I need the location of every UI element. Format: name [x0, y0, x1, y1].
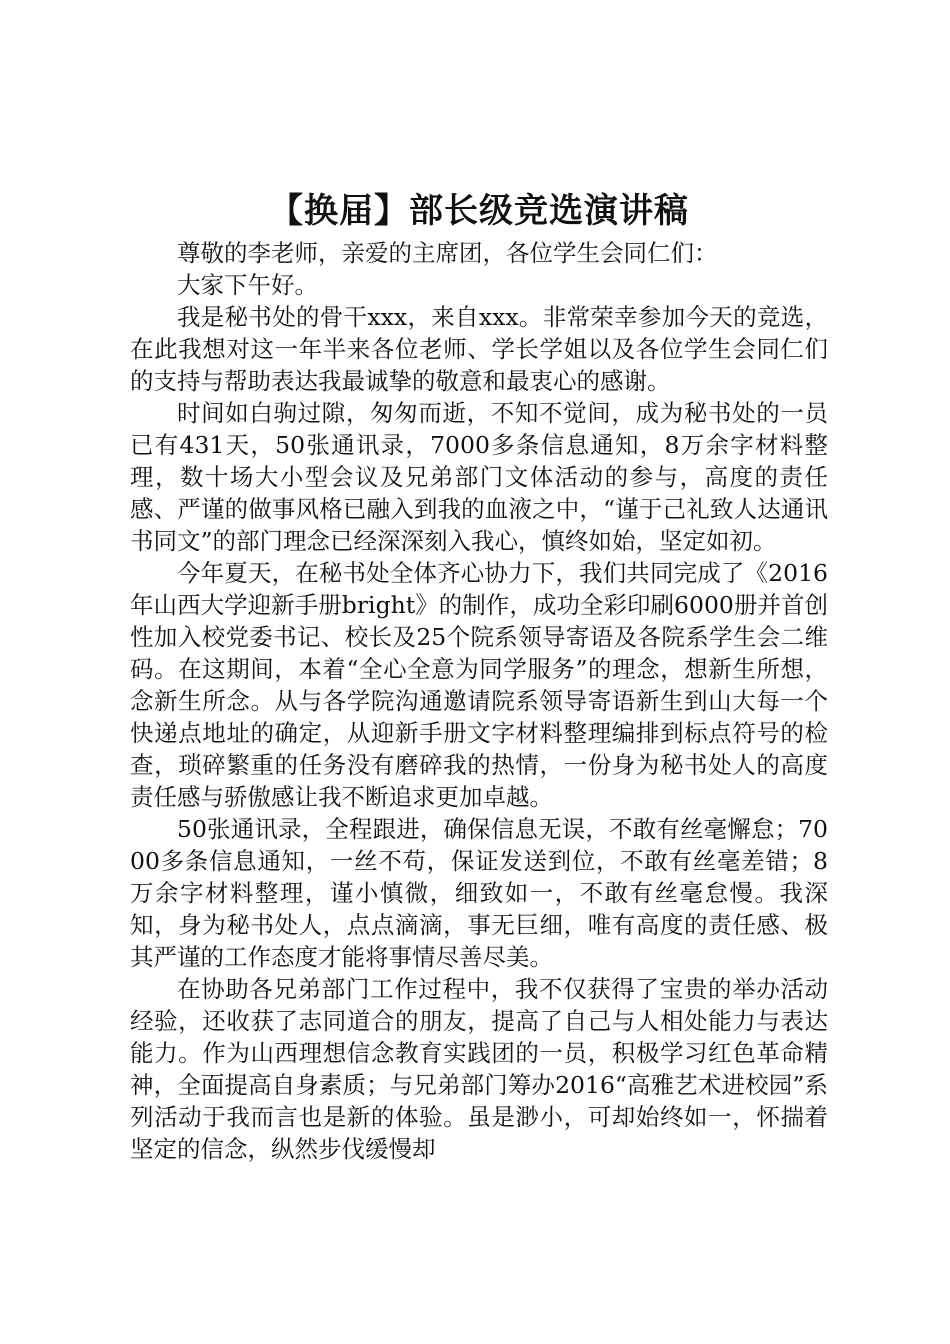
intro-paragraph: 我是秘书处的骨干xxx，来自xxx。非常荣幸参加今天的竞选，在此我想对这一年半来各位老师、学长学姐以及各位学生会同仁们的支持与帮助表达我最诚挚的敬意和最衷心的感谢。 [130, 303, 828, 395]
collaboration-paragraph: 在协助各兄弟部门工作过程中，我不仅获得了宝贵的举办活动经验，还收获了志同道合的朋友，提高了自己与人相处能力与表达能力。作为山西理想信念教育实践团的一员，积极学习红色革命精神，全面提高自身素质；与兄弟部门筹办2016“高雅艺术进校园”系列活动于我而言也是新的体验。虽是渺小，可却始终如一，怀揣着坚定的信念，纵然步伐缓慢却 [130, 975, 828, 1163]
greeting-paragraph: 尊敬的李老师，亲爱的主席团，各位学生会同仁们： [177, 239, 718, 267]
document-page [130, 185, 828, 1165]
experience-paragraph: 时间如白驹过隙，匆匆而逝，不知不觉间，成为秘书处的一员已有431天，50张通讯录，7000多条信息通知，8万余字材料整理，数十场大小型会议及兄弟部门文体活动的参与，高度的责任感、严谨的做事风格已融入到我的血液之中，“谨于己礼致人达通讯书同文”的部门理念已经深深刻入我心，慎终如始，坚定如初。 [130, 399, 828, 555]
diligence-paragraph: 50张通讯录，全程跟进，确保信息无误，不敢有丝毫懈怠；7000多条信息通知，一丝不苟，保证发送到位，不敢有丝毫差错；8万余字材料整理，谨小慎微，细致如一，不敢有丝毫怠慢。我深知，身为秘书处人，点点滴滴，事无巨细，唯有高度的责任感、极其严谨的工作态度才能将事情尽善尽美。 [130, 815, 828, 971]
salutation-paragraph: 大家下午好。 [177, 271, 318, 299]
handbook-paragraph: 今年夏天，在秘书处全体齐心协力下，我们共同完成了《2016年山西大学迎新手册bright》的制作，成功全彩印刷6000册并首创性加入校党委书记、校长及25个院系领导寄语及各院系学生会二维码。在这期间，本着“全心全意为同学服务”的理念，想新生所想，念新生所念。从与各学院沟通邀请院系领导寄语新生到山大每一个快递点地址的确定，从迎新手册文字材料整理编排到标点符号的检查，琐碎繁重的任务没有磨碎我的热情，一份身为秘书处人的高度责任感与骄傲感让我不断追求更加卓越。 [130, 559, 828, 811]
document-title: 【换届】部长级竞选演讲稿 [269, 191, 689, 231]
